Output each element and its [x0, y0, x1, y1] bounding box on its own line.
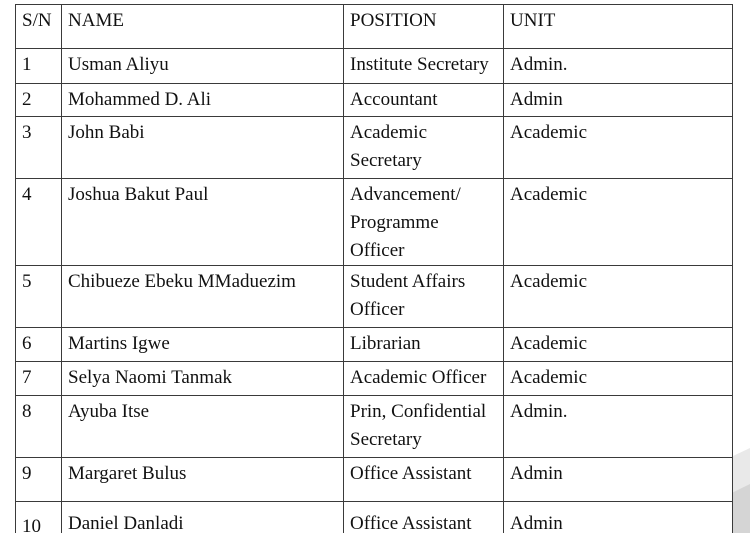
cell-sn: 2 [16, 84, 62, 117]
cell-position: Institute Secretary [344, 49, 504, 84]
cell-name: Mohammed D. Ali [62, 84, 344, 117]
header-unit: UNIT [504, 5, 733, 49]
cell-unit: Academic [504, 266, 733, 328]
header-name: NAME [62, 5, 344, 49]
cell-unit: Admin. [504, 49, 733, 84]
cell-sn: 3 [16, 117, 62, 179]
cell-unit: Admin. [504, 396, 733, 458]
cell-unit: Academic [504, 117, 733, 179]
cell-sn: 9 [16, 458, 62, 502]
table-row [16, 502, 733, 533]
cell-name: Ayuba Itse [62, 396, 344, 458]
table-row [16, 117, 733, 179]
cell-unit: Academic [504, 179, 733, 266]
table-header-row [16, 5, 733, 49]
cell-name: Usman Aliyu [62, 49, 344, 84]
table-row [16, 362, 733, 396]
cell-sn: 6 [16, 328, 62, 362]
header-position: POSITION [344, 5, 504, 49]
cell-sn: 4 [16, 179, 62, 266]
header-sn: S/N [16, 5, 62, 49]
cell-unit: Academic [504, 362, 733, 396]
table-row [16, 396, 733, 458]
cell-sn: 1 [16, 49, 62, 84]
cell-unit: Academic [504, 328, 733, 362]
cell-unit: Admin [504, 458, 733, 502]
table-row [16, 458, 733, 502]
cell-position: Accountant [344, 84, 504, 117]
cell-position: Academic Secretary [344, 117, 504, 179]
cell-position: Advancement/ Programme Officer [344, 179, 504, 266]
cell-unit: Admin [504, 502, 733, 533]
cell-name: Chibueze Ebeku MMaduezim [62, 266, 344, 328]
cell-name: Margaret Bulus [62, 458, 344, 502]
table-row [16, 266, 733, 328]
cell-unit: Admin [504, 84, 733, 117]
table-row [16, 84, 733, 117]
cell-name: Martins Igwe [62, 328, 344, 362]
cell-position: Student Affairs Officer [344, 266, 504, 328]
cell-position: Prin, Confidential Secretary [344, 396, 504, 458]
cell-name: John Babi [62, 117, 344, 179]
table-row [16, 49, 733, 84]
cell-position: Librarian [344, 328, 504, 362]
cell-name: Selya Naomi Tanmak [62, 362, 344, 396]
cell-position: Academic Officer [344, 362, 504, 396]
table-row [16, 179, 733, 266]
cell-sn: 5 [16, 266, 62, 328]
cell-position: Office Assistant [344, 502, 504, 533]
cell-sn: 7 [16, 362, 62, 396]
table-row [16, 328, 733, 362]
cell-name: Daniel Danladi [62, 502, 344, 533]
cell-sn: 10 [16, 502, 62, 533]
cell-sn: 8 [16, 396, 62, 458]
cell-position: Office Assistant [344, 458, 504, 502]
staff-table [15, 4, 733, 533]
cell-name: Joshua Bakut Paul [62, 179, 344, 266]
